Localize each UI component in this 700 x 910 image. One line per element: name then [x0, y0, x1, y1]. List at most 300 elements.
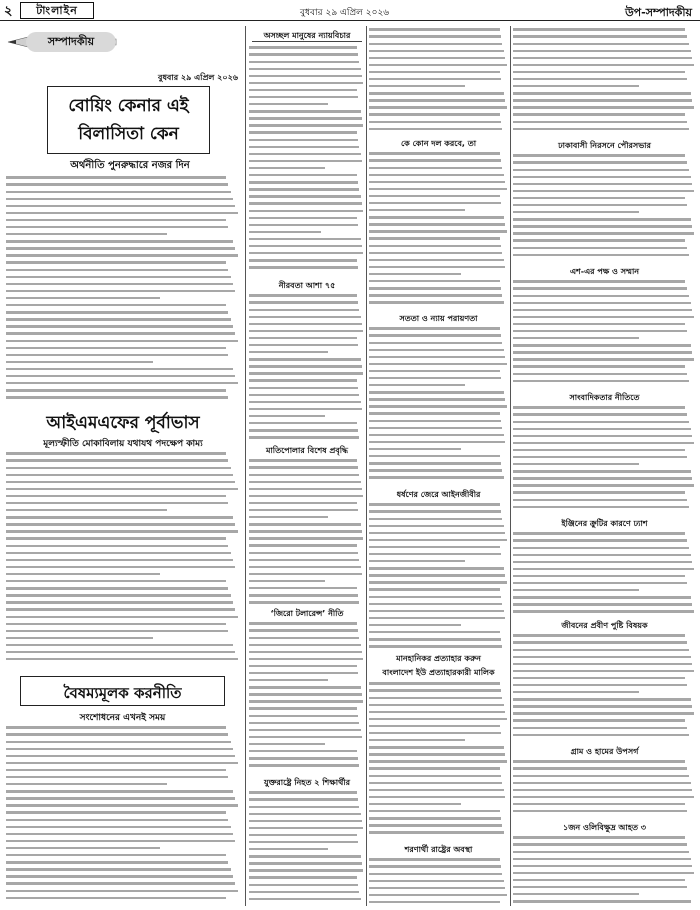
bd-body	[369, 680, 508, 840]
text-line	[513, 667, 696, 674]
text-line	[513, 551, 696, 558]
text-line	[369, 708, 508, 715]
text-line	[249, 471, 364, 478]
text-line	[513, 216, 696, 223]
text-line	[6, 578, 240, 585]
discrimination-title: বৈষম্যমূলক করনীতি	[63, 684, 182, 702]
text-line	[6, 514, 240, 521]
text-line	[513, 639, 696, 646]
text-line	[6, 280, 240, 287]
text-line	[249, 420, 364, 427]
text-line	[6, 759, 240, 766]
text-line	[6, 816, 240, 823]
text-line	[369, 83, 508, 90]
text-line	[513, 869, 696, 876]
text-line	[6, 521, 240, 528]
text-line	[6, 485, 240, 492]
hope-title: নীরবতা আশা ৭৫	[278, 281, 336, 290]
text-line	[369, 558, 508, 565]
text-line	[369, 622, 508, 629]
text-line	[6, 330, 240, 337]
text-line	[6, 493, 240, 500]
text-line	[249, 698, 364, 705]
text-line	[6, 266, 240, 273]
text-line	[369, 723, 508, 730]
text-line	[513, 793, 696, 800]
text-line	[369, 111, 508, 118]
text-line	[6, 309, 240, 316]
text-line	[513, 580, 696, 587]
text-line	[369, 579, 508, 586]
law-title: ধর্ষণের জেরে আইনজীবীর	[396, 490, 481, 499]
text-line	[513, 653, 696, 660]
text-line	[249, 398, 364, 405]
editorial-label: সম্পাদকীয়	[26, 32, 116, 52]
text-line	[6, 231, 240, 238]
text-line	[369, 299, 508, 306]
text-line	[249, 741, 364, 748]
text-line	[249, 79, 364, 86]
text-line	[249, 655, 364, 662]
text-line	[249, 500, 364, 507]
text-line	[249, 478, 364, 485]
imf-body	[6, 450, 240, 670]
newspaper-logo: টাংলাইন	[20, 2, 94, 19]
text-line	[369, 292, 508, 299]
text-line	[369, 271, 508, 278]
text-line	[249, 236, 364, 243]
text-line	[6, 880, 240, 887]
text-line	[513, 503, 696, 510]
text-line	[369, 779, 508, 786]
text-line	[369, 822, 508, 829]
usa-title: যুক্তরাষ্ট্রে নিহত ২ শিক্ষার্থীর	[264, 778, 350, 787]
ekasi-title: এশ-এর পক্ষ ও সম্মান	[569, 267, 640, 276]
text-line	[369, 870, 508, 877]
text-line	[369, 207, 508, 214]
text-line	[513, 90, 696, 97]
text-line	[249, 839, 364, 846]
fuel-body	[369, 856, 508, 906]
text-line	[513, 425, 696, 432]
text-line	[369, 636, 508, 643]
text-line	[513, 862, 696, 869]
imf-subtitle: মূল্যস্ফীতি মোকাবিলায় যথাযথ পদক্ষেপ কাম্য	[43, 439, 203, 449]
text-line	[369, 125, 508, 132]
zero-title: ‘জিরো টলারেন্স’ নীতি	[270, 609, 344, 618]
text-line	[513, 898, 696, 905]
text-line	[369, 228, 508, 235]
column-rule	[366, 26, 367, 906]
text-line	[249, 719, 364, 726]
text-line	[6, 823, 240, 830]
text-line	[6, 613, 240, 620]
text-line	[6, 273, 240, 280]
text-line	[6, 238, 240, 245]
text-line	[249, 427, 364, 434]
text-line	[249, 789, 364, 796]
text-line	[513, 475, 696, 482]
text-line	[6, 774, 240, 781]
text-line	[513, 159, 696, 166]
text-line	[369, 687, 508, 694]
text-line	[249, 663, 364, 670]
text-line	[369, 193, 508, 200]
text-line	[369, 586, 508, 593]
text-line	[369, 185, 508, 192]
text-line	[6, 634, 240, 641]
text-line	[6, 649, 240, 656]
text-line	[6, 471, 240, 478]
text-line	[6, 731, 240, 738]
maanhani-title: মানহানিকর প্রত্যাহার করুন	[396, 654, 481, 663]
text-line	[249, 846, 364, 853]
text-line	[369, 508, 508, 515]
text-line	[249, 313, 364, 320]
text-line	[369, 339, 508, 346]
text-line	[249, 292, 364, 299]
page-header	[0, 0, 700, 21]
text-line	[369, 794, 508, 801]
text-line	[249, 65, 364, 72]
text-line	[6, 894, 240, 901]
text-line	[369, 221, 508, 228]
text-line	[249, 186, 364, 193]
text-line	[249, 684, 364, 691]
text-line	[369, 424, 508, 431]
text-line	[513, 83, 696, 90]
boeing-title-line1: বোয়িং কেনার এই	[68, 96, 189, 116]
text-line	[369, 360, 508, 367]
text-line	[513, 285, 696, 292]
text-line	[513, 180, 696, 187]
dhakadev-body	[513, 152, 696, 262]
text-line	[513, 682, 696, 689]
text-line	[249, 391, 364, 398]
text-line	[6, 337, 240, 344]
text-line	[249, 485, 364, 492]
text-line	[249, 755, 364, 762]
text-line	[513, 321, 696, 328]
text-line	[249, 634, 364, 641]
text-line	[369, 786, 508, 793]
text-line	[513, 173, 696, 180]
text-line	[249, 250, 364, 257]
text-line	[249, 143, 364, 150]
text-line	[369, 730, 508, 737]
text-line	[249, 101, 364, 108]
text-line	[369, 501, 508, 508]
text-line	[513, 244, 696, 251]
text-line	[6, 344, 240, 351]
text-line	[369, 40, 508, 47]
text-line	[369, 235, 508, 242]
discrimination-body	[6, 724, 240, 906]
text-line	[513, 573, 696, 580]
text-line	[6, 656, 240, 663]
text-line	[249, 832, 364, 839]
text-line	[369, 891, 508, 898]
text-line	[249, 535, 364, 542]
text-line	[513, 841, 696, 848]
text-line	[513, 608, 696, 615]
text-line	[513, 292, 696, 299]
text-line	[369, 801, 508, 808]
text-line	[513, 76, 696, 83]
text-line	[513, 187, 696, 194]
text-line	[249, 874, 364, 881]
text-line	[249, 356, 364, 363]
text-line	[249, 563, 364, 570]
editorial-date: বুধবার ২৯ এপ্রিল ২০২৬	[158, 73, 238, 82]
text-line	[249, 150, 364, 157]
text-line	[369, 460, 508, 467]
text-line	[369, 285, 508, 292]
text-line	[369, 431, 508, 438]
text-line	[249, 641, 364, 648]
text-line	[513, 779, 696, 786]
rights-body	[249, 44, 364, 276]
text-line	[249, 734, 364, 741]
text-line	[6, 245, 240, 252]
text-line	[513, 432, 696, 439]
text-line	[249, 243, 364, 250]
text-line	[513, 125, 696, 132]
text-line	[513, 891, 696, 898]
text-line	[369, 815, 508, 822]
text-line	[6, 738, 240, 745]
text-line	[513, 356, 696, 363]
text-line	[6, 802, 240, 809]
text-line	[369, 382, 508, 389]
text-line	[249, 677, 364, 684]
text-line	[6, 217, 240, 224]
text-line	[513, 601, 696, 608]
column-rule	[510, 26, 511, 906]
text-line	[249, 299, 364, 306]
text-line	[513, 544, 696, 551]
text-line	[513, 808, 696, 815]
text-line	[513, 537, 696, 544]
text-line	[513, 363, 696, 370]
text-line	[249, 549, 364, 556]
text-line	[249, 514, 364, 521]
text-line	[369, 522, 508, 529]
text-line	[6, 592, 240, 599]
text-line	[249, 165, 364, 172]
text-line	[513, 558, 696, 565]
text-line	[6, 606, 240, 613]
text-line	[513, 118, 696, 125]
text-line	[6, 642, 240, 649]
text-line	[6, 852, 240, 859]
text-line	[249, 320, 364, 327]
boeing-title-box	[47, 86, 210, 154]
text-line	[6, 845, 240, 852]
text-line	[513, 313, 696, 320]
text-line	[6, 195, 240, 202]
text-line	[249, 158, 364, 165]
journalist-title: সাংবাদিকতার নীতিতে	[569, 393, 640, 402]
text-line	[6, 387, 240, 394]
text-line	[6, 724, 240, 731]
text-line	[249, 87, 364, 94]
text-line	[249, 136, 364, 143]
text-line	[513, 646, 696, 653]
text-line	[513, 111, 696, 118]
text-line	[6, 500, 240, 507]
text-line	[369, 410, 508, 417]
boeing-subtitle: অর্থনীতি পুনরুদ্ধারে নজর দিন	[70, 160, 190, 171]
text-line	[6, 323, 240, 330]
text-line	[6, 450, 240, 457]
text-line	[513, 724, 696, 731]
text-line	[369, 54, 508, 61]
text-line	[6, 571, 240, 578]
fuel-title: শরণার্থী রাষ্ট্রের অবস্থা	[404, 845, 473, 854]
text-line	[249, 867, 364, 874]
gram-body	[513, 758, 696, 818]
text-line	[513, 834, 696, 841]
text-line	[513, 97, 696, 104]
text-line	[249, 342, 364, 349]
col3-top-body	[369, 26, 508, 134]
text-line	[513, 530, 696, 537]
text-line	[249, 748, 364, 755]
journalist-body	[513, 404, 696, 514]
text-line	[6, 259, 240, 266]
rights-title: অসচ্ছল মানুষের ন্যায়বিচার	[263, 31, 351, 40]
text-line	[249, 94, 364, 101]
text-line	[369, 264, 508, 271]
text-line	[369, 765, 508, 772]
text-line	[369, 877, 508, 884]
text-line	[249, 627, 364, 634]
text-line	[513, 404, 696, 411]
text-line	[369, 529, 508, 536]
cholera-title: ১জন ওলিবিক্ষুদ্র আহত ৩	[563, 823, 646, 832]
text-line	[513, 209, 696, 216]
text-line	[249, 257, 364, 264]
text-line	[249, 221, 364, 228]
text-line	[249, 384, 364, 391]
kon-body	[369, 150, 508, 310]
text-line	[249, 129, 364, 136]
text-line	[369, 242, 508, 249]
text-line	[6, 556, 240, 563]
text-line	[369, 403, 508, 410]
text-line	[249, 620, 364, 627]
text-line	[513, 468, 696, 475]
text-line	[249, 335, 364, 342]
text-line	[513, 877, 696, 884]
text-line	[249, 691, 364, 698]
text-line	[6, 295, 240, 302]
text-line	[513, 594, 696, 601]
text-line	[249, 803, 364, 810]
text-line	[513, 587, 696, 594]
text-line	[249, 406, 364, 413]
text-line	[369, 758, 508, 765]
text-line	[513, 47, 696, 54]
text-line	[249, 712, 364, 719]
text-line	[513, 61, 696, 68]
text-line	[249, 413, 364, 420]
text-line	[513, 299, 696, 306]
text-line	[513, 565, 696, 572]
text-line	[513, 696, 696, 703]
text-line	[369, 643, 508, 650]
text-line	[6, 620, 240, 627]
text-line	[369, 157, 508, 164]
text-line	[369, 61, 508, 68]
text-line	[6, 464, 240, 471]
text-line	[513, 496, 696, 503]
text-line	[369, 346, 508, 353]
text-line	[249, 599, 364, 606]
text-line	[249, 810, 364, 817]
text-line	[249, 585, 364, 592]
text-line	[369, 200, 508, 207]
text-line	[249, 592, 364, 599]
bd-title: বাংলাদেশ ইউ প্রত্যাহারকারী মালিক	[382, 668, 495, 677]
law-body	[369, 501, 508, 651]
engineer-title: ইঞ্জিনের ক্রুটির কারণে ঢ্যাশ	[561, 519, 648, 528]
text-line	[369, 544, 508, 551]
text-line	[249, 349, 364, 356]
text-line	[249, 122, 364, 129]
text-line	[6, 380, 240, 387]
text-line	[369, 565, 508, 572]
text-line	[249, 200, 364, 207]
text-line	[513, 230, 696, 237]
text-line	[369, 536, 508, 543]
text-line	[369, 332, 508, 339]
text-line	[513, 884, 696, 891]
text-line	[513, 278, 696, 285]
text-line	[513, 848, 696, 855]
text-line	[513, 166, 696, 173]
text-line	[513, 703, 696, 710]
text-line	[6, 549, 240, 556]
cholera-body	[513, 834, 696, 906]
zero-body	[249, 620, 364, 770]
text-line	[369, 772, 508, 779]
text-line	[6, 373, 240, 380]
text-line	[513, 418, 696, 425]
text-line	[249, 726, 364, 733]
unity-title: মাতিপোলার বিশেষ প্রবৃদ্ধি	[266, 446, 348, 455]
text-line	[249, 370, 364, 377]
text-line	[249, 521, 364, 528]
text-line	[513, 33, 696, 40]
text-line	[369, 353, 508, 360]
text-line	[249, 207, 364, 214]
text-line	[6, 202, 240, 209]
text-line	[369, 368, 508, 375]
text-line	[249, 264, 364, 271]
text-line	[249, 881, 364, 888]
text-line	[369, 600, 508, 607]
text-line	[249, 228, 364, 235]
justice-title: সততা ও ন্যায় পরায়ণতা	[399, 314, 478, 323]
text-line	[369, 453, 508, 460]
text-line	[369, 863, 508, 870]
text-line	[513, 342, 696, 349]
text-line	[6, 788, 240, 795]
text-line	[249, 648, 364, 655]
text-line	[249, 705, 364, 712]
